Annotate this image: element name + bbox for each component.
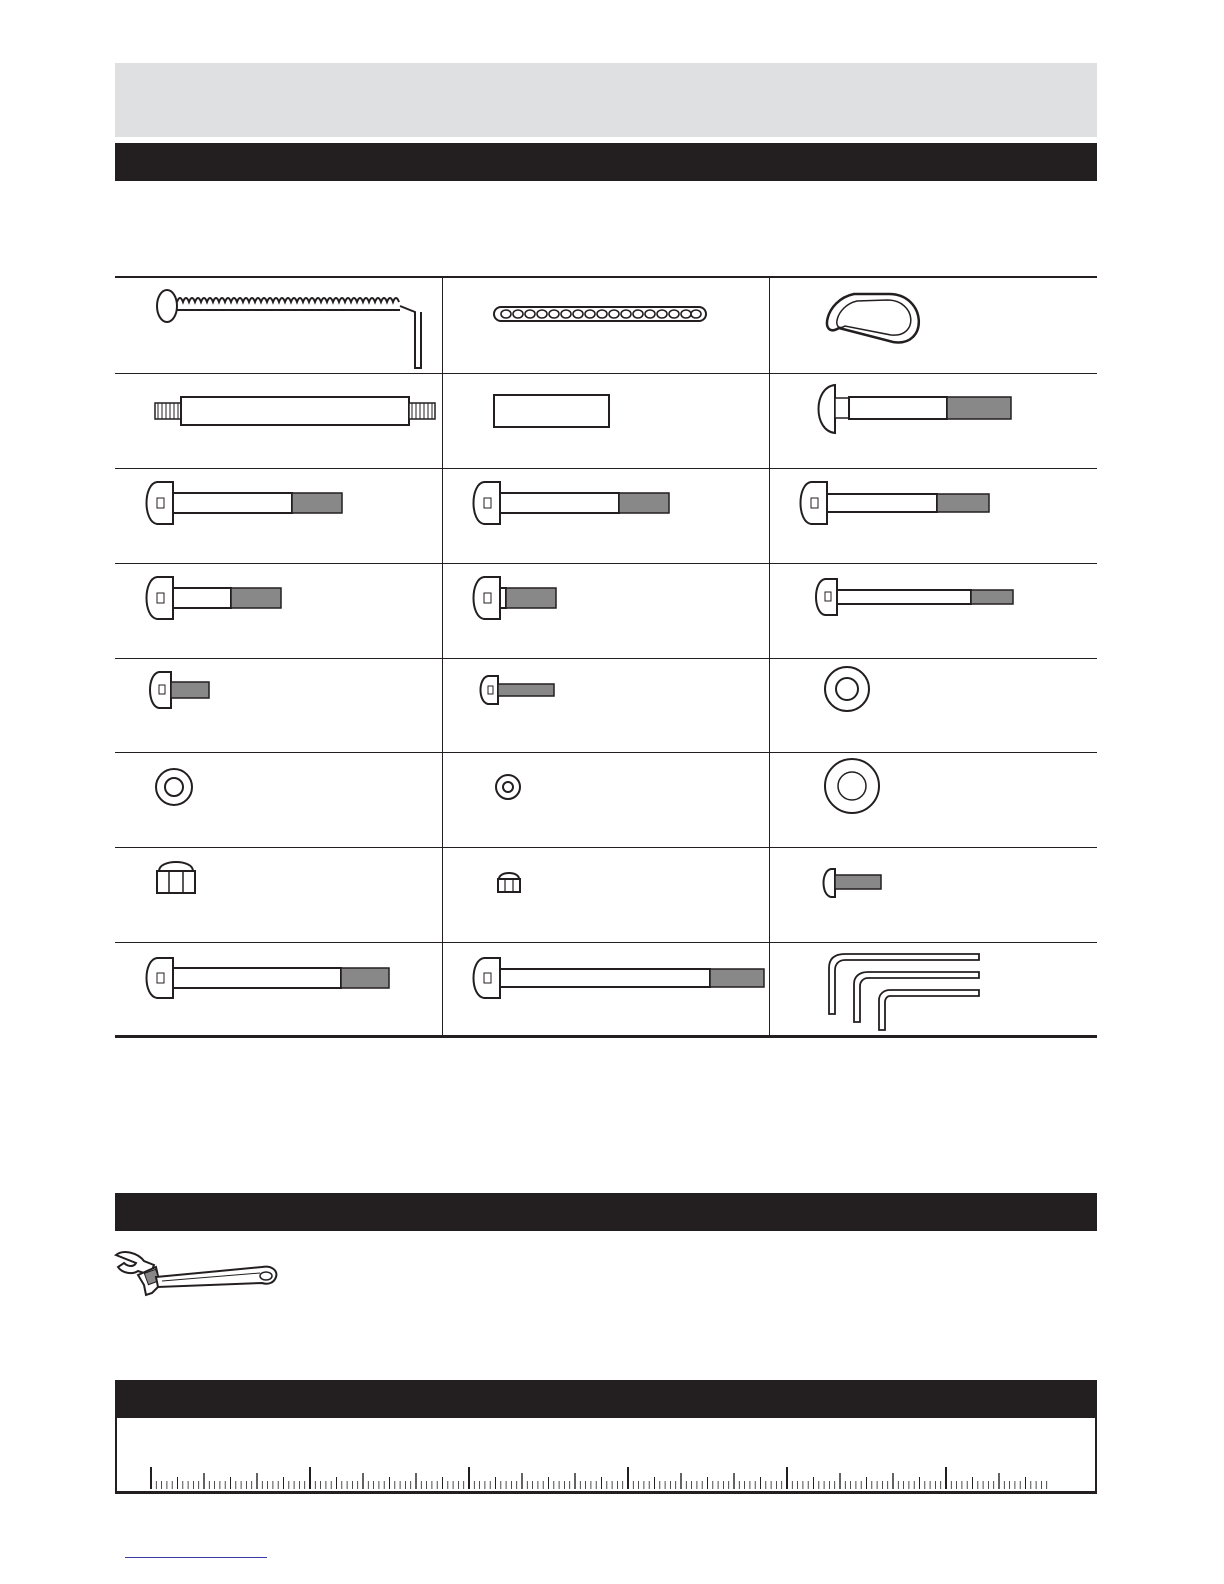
hardware-cell bbox=[115, 563, 442, 658]
hardware-cell bbox=[442, 752, 769, 847]
hardware-cell bbox=[442, 942, 769, 1037]
hardware-section-header bbox=[115, 143, 1097, 181]
small-bolt-icon bbox=[115, 658, 442, 752]
hardware-cell bbox=[769, 373, 1097, 468]
short-bolt-icon bbox=[442, 563, 769, 658]
hardware-cell bbox=[442, 563, 769, 658]
short-bolt-icon bbox=[115, 563, 442, 658]
hardware-cell bbox=[442, 658, 769, 752]
medium-bolt-icon bbox=[769, 468, 1097, 563]
hardware-cell bbox=[769, 658, 1097, 752]
lock-nut-icon bbox=[115, 847, 442, 942]
small-screw-icon bbox=[442, 658, 769, 752]
title-banner bbox=[115, 63, 1097, 137]
hardware-cell bbox=[115, 752, 442, 847]
small-lock-nut-icon bbox=[442, 847, 769, 942]
ruler-icon bbox=[117, 1416, 1095, 1491]
ruler-section-header bbox=[115, 1380, 1097, 1418]
extra-long-bolt-icon bbox=[115, 942, 442, 1037]
hardware-cell bbox=[769, 278, 1097, 373]
small-washer-icon bbox=[442, 752, 769, 847]
hardware-cell bbox=[442, 847, 769, 942]
spring-pin-icon bbox=[115, 278, 442, 373]
washer-icon bbox=[115, 752, 442, 847]
washer-icon bbox=[769, 658, 1097, 752]
adjustable-wrench-icon bbox=[110, 1245, 285, 1305]
chain-icon bbox=[442, 278, 769, 373]
pan-head-screw-icon bbox=[769, 847, 1097, 942]
hardware-cell bbox=[769, 468, 1097, 563]
hardware-cell bbox=[769, 942, 1097, 1037]
hardware-cell bbox=[769, 563, 1097, 658]
hardware-cell bbox=[115, 468, 442, 563]
slim-bolt-icon bbox=[769, 563, 1097, 658]
hardware-cell bbox=[769, 847, 1097, 942]
hardware-cell bbox=[442, 373, 769, 468]
allen-keys-icon bbox=[769, 942, 1097, 1037]
tools-section-header bbox=[115, 1193, 1097, 1231]
hardware-cell bbox=[115, 658, 442, 752]
ruler-panel bbox=[115, 1416, 1097, 1494]
carriage-bolt-icon bbox=[769, 373, 1097, 468]
hardware-cell bbox=[115, 847, 442, 942]
extra-long-bolt-icon bbox=[442, 942, 769, 1037]
hardware-cell bbox=[769, 752, 1097, 847]
spacer-tube-icon bbox=[442, 373, 769, 468]
long-bolt-icon bbox=[442, 468, 769, 563]
quick-link-icon bbox=[769, 278, 1097, 373]
hardware-cell bbox=[442, 278, 769, 373]
long-bolt-icon bbox=[115, 468, 442, 563]
hardware-cell bbox=[115, 942, 442, 1037]
large-washer-icon bbox=[769, 752, 1097, 847]
footer-underline bbox=[125, 1557, 267, 1558]
threaded-rod-icon bbox=[115, 373, 442, 468]
hardware-cell bbox=[115, 373, 442, 468]
hardware-grid bbox=[115, 276, 1097, 1038]
hardware-cell bbox=[442, 468, 769, 563]
hardware-cell bbox=[115, 278, 442, 373]
